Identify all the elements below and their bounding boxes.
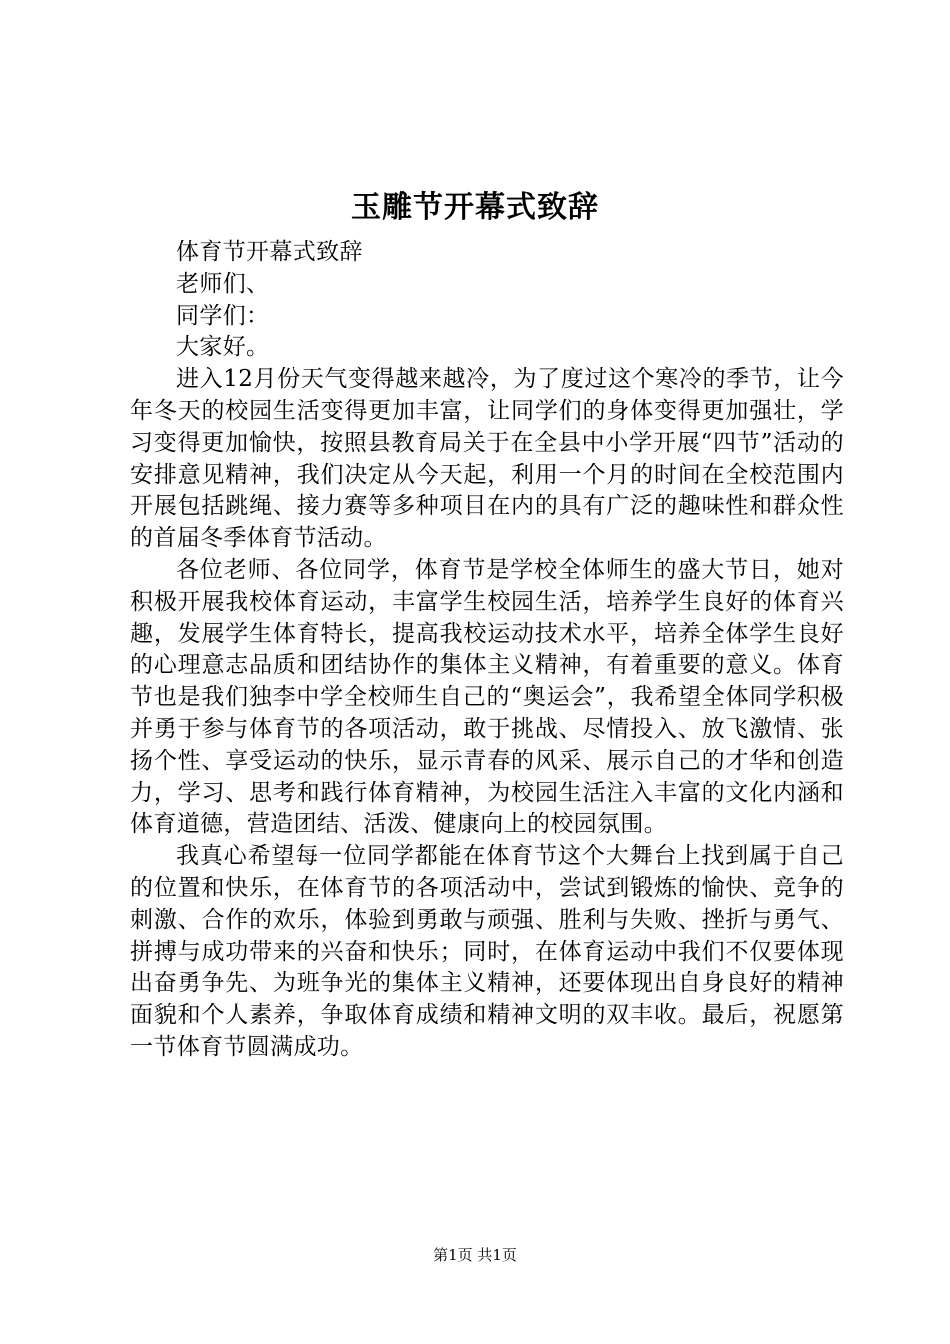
paragraph-body-3: 我真心希望每一位同学都能在体育节这个大舞台上找到属于自己的位置和快乐，在体育节的各项活动中，尝试到锻炼的愉快、竞争的刺激、合作的欢乐，体验到勇敢与顽强、胜利与失败、挫折与勇气、拼搏与成功带来的兴奋和快乐；同时，在体育运动中我们不仅要体现出奋勇争先、为班争光的集体主义精神，还要体现出自身良好的精神面貌和个人素养，争取体育成绩和精神文明的双丰收。最后，祝愿第一节体育节圆满成功。 — [130, 843, 844, 1060]
paragraph-subtitle: 体育节开幕式致辞 — [176, 239, 363, 265]
paragraph-body-2: 各位老师、各位同学，体育节是学校全体师生的盛大节日，她对积极开展我校体育运动，丰富学生校园生活，培养学生良好的体育兴趣，发展学生体育特长，提高我校运动技术水平，培养全体学生良好的心理意志品质和团结协作的集体主义精神，有着重要的意义。体育节也是我们独李中学全校师生自己的“奥运会”，我希望全体同学积极并勇于参与体育节的各项活动，敢于挑战、尽情投入、放飞激情、张扬个性、享受运动的快乐，显示青春的风采、展示自己的才华和创造力，学习、思考和践行体育精神，为校园生活注入丰富的文化内涵和体育道德，营造团结、活泼、健康向上的校园氛围。 — [130, 556, 844, 838]
paragraph-body-1: 进入12月份天气变得越来越冷，为了度过这个寒冷的季节，让今年冬天的校园生活变得更加丰富，让同学们的身体变得更加强壮，学习变得更加愉快，按照县教育局关于在全县中小学开展“四节”活动的安排意见精神，我们决定从今天起，利用一个月的时间在全校范围内开展包括跳绳、接力赛等多种项目在内的具有广泛的趣味性和群众性的首届冬季体育节活动。 — [130, 366, 844, 552]
paragraph-greeting-teachers: 老师们、 — [176, 270, 270, 297]
page-number-footer: 第1页 共1页 — [433, 1246, 517, 1264]
document-body — [130, 237, 844, 1064]
document-title: 玉雕节开幕式致辞 — [351, 190, 599, 225]
paragraph-greeting-all: 大家好。 — [176, 334, 270, 361]
paragraph-greeting-students: 同学们： — [176, 302, 270, 329]
